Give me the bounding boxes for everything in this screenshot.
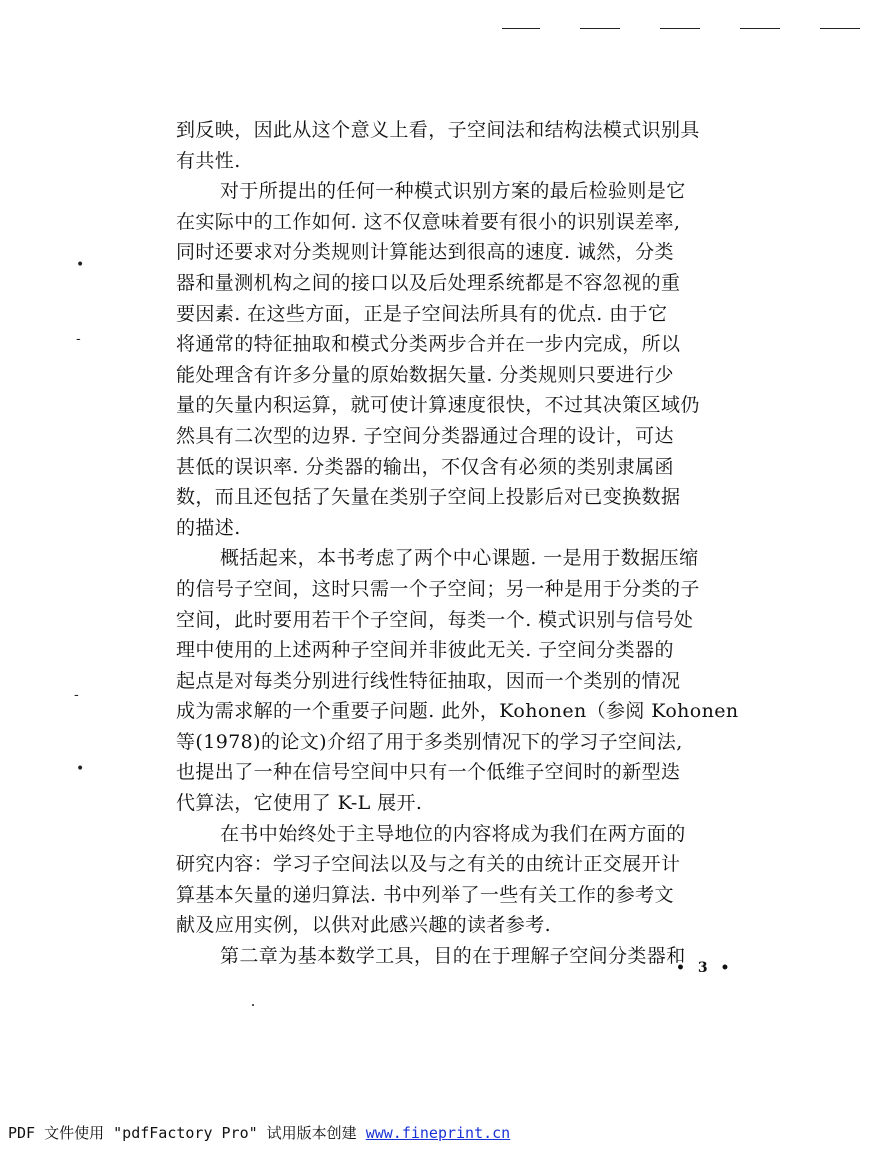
- page-body: [176, 115, 760, 972]
- pdf-footer: [8, 1122, 510, 1143]
- text-line: 到反映，因此从这个意义上看，子空间法和结构法模式识别具: [176, 119, 700, 141]
- header-rule-4: [740, 28, 780, 29]
- text-line: 在书中始终处于主导地位的内容将成为我们在两方面的: [220, 822, 686, 845]
- text-line: 第二章为基本数学工具，目的在于理解子空间分类器和: [220, 945, 686, 968]
- text-line: 成为需求解的一个重要子问题. 此外，Kohonen（参阅 Kohonen: [176, 700, 739, 723]
- text-line: 研究内容：学习子空间法以及与之有关的由统计正交展开计: [176, 853, 681, 876]
- text-line: 有共性.: [176, 149, 241, 172]
- text-line: 量的矢量内积运算，就可使计算速度很快，不过其决策区域仍: [176, 394, 700, 417]
- header-rule-3: [660, 28, 700, 29]
- text-line: 然具有二次型的边界. 子空间分类器通过合理的设计，可达: [176, 424, 674, 447]
- text-line: 同时还要求对分类规则计算能达到很高的速度. 诚然，分类: [176, 241, 674, 264]
- text-line: 献及应用实例，以供对此感兴趣的读者参考.: [176, 914, 552, 937]
- text-line: 算基本矢量的递归算法. 书中列举了一些有关工作的参考文: [176, 883, 674, 906]
- text-line: 将通常的特征抽取和模式分类两步合并在一步内完成，所以: [176, 333, 681, 356]
- text-line: 在实际中的工作如何. 这不仅意味着要有很小的识别误差率,: [176, 210, 681, 233]
- margin-mark: •: [76, 257, 85, 273]
- scan-speck: [252, 1004, 254, 1006]
- text-line: 概括起来，本书考虑了两个中心课题. 一是用于数据压缩: [220, 547, 699, 570]
- footer-text: PDF 文件使用 "pdfFactory Pro" 试用版本创建: [8, 1124, 366, 1142]
- text-line: 要因素. 在这些方面，正是子空间法所具有的优点. 由于它: [176, 302, 668, 325]
- header-rule-1: [502, 28, 540, 29]
- header-rule-5: [820, 28, 860, 29]
- text-line: 也提出了一种在信号空间中只有一个低维子空间时的新型迭: [176, 761, 681, 784]
- text-line: 等(1978)的论文)介绍了用于多类别情况下的学习子空间法,: [176, 730, 683, 753]
- text-line: 起点是对每类分别进行线性特征抽取，因而一个类别的情况: [176, 669, 681, 692]
- text-line: 甚低的误识率. 分类器的输出，不仅含有必须的类别隶属函: [176, 455, 674, 478]
- text-line: 能处理含有许多分量的原始数据矢量. 分类规则只要进行少: [176, 363, 674, 386]
- text-line: 代算法，它使用了 K-L 展开.: [176, 792, 423, 815]
- text-line: 的信号子空间，这时只需一个子空间；另一种是用于分类的子: [176, 577, 700, 600]
- footer-link[interactable]: www.fineprint.cn: [365, 1124, 511, 1142]
- page-number: • 3 •: [676, 960, 734, 976]
- text-line: 的描述.: [176, 516, 241, 539]
- text-line: 理中使用的上述两种子空间并非彼此无关. 子空间分类器的: [176, 639, 674, 662]
- text-line: 器和量测机构之间的接口以及后处理系统都是不容忽视的重: [176, 271, 681, 294]
- header-rule-2: [580, 28, 620, 29]
- margin-mark: -: [76, 331, 81, 347]
- text-line: 对于所提出的任何一种模式识别方案的最后检验则是它: [220, 180, 686, 203]
- text-line: 数，而且还包括了矢量在类别子空间上投影后对已变换数据: [176, 486, 681, 509]
- margin-mark: -: [74, 687, 79, 703]
- margin-mark: •: [76, 761, 85, 777]
- text-line: 空间，此时要用若干个子空间，每类一个. 模式识别与信号处: [176, 608, 694, 631]
